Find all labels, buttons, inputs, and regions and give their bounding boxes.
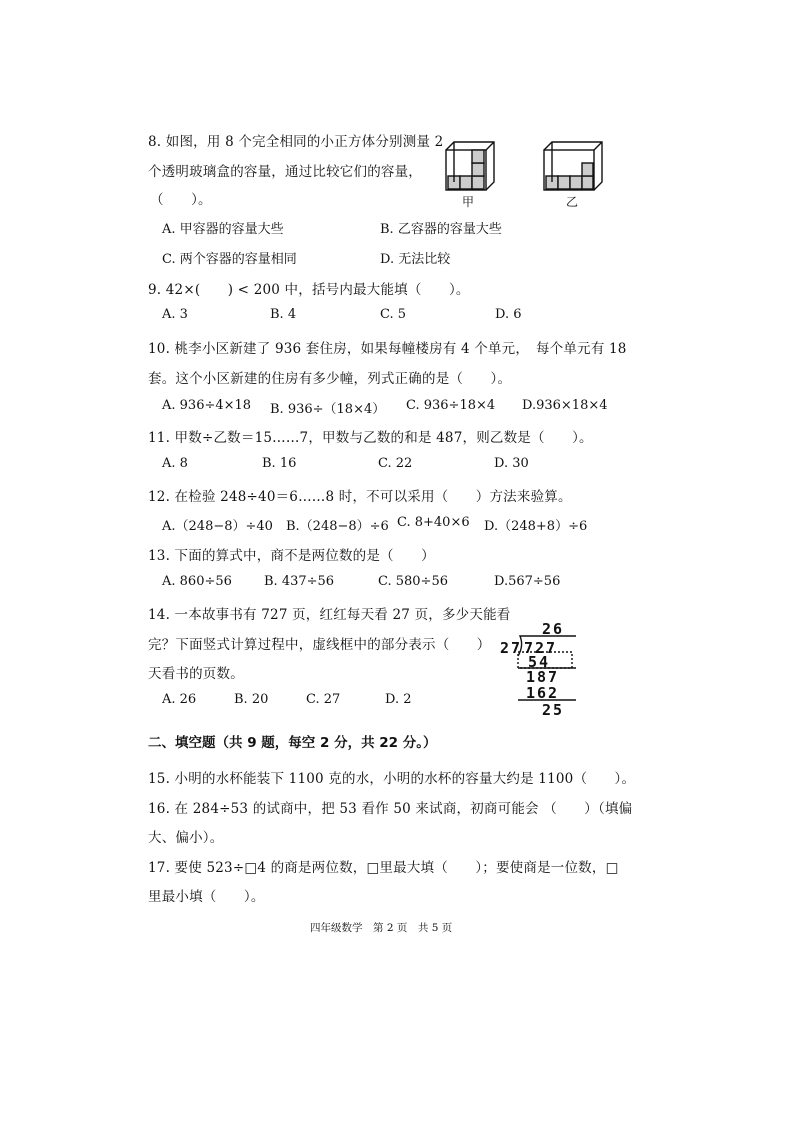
q13-option-a: A. 860÷56 (162, 574, 232, 589)
q13-option-b: B. 437÷56 (264, 574, 335, 589)
q9-option-d: D. 6 (495, 307, 522, 322)
q15-line1: 15. 小明的水杯能装下 1100 克的水，小明的水杯的容量大约是 1100（ ）。 (148, 771, 636, 787)
division-quotient: 26 (542, 620, 565, 638)
q12-option-d: D.（248+8）÷6 (484, 519, 588, 534)
q10-line1: 10. 桃李小区新建了 936 套住房，如果每幢楼房有 4 个单元， 每个单元有 18 (148, 341, 627, 357)
q14-option-c: C. 27 (306, 692, 341, 707)
division-remainder: 25 (542, 701, 565, 719)
q11-line1: 11. 甲数÷乙数＝15……7，甲数与乙数的和是 487，则乙数是（ ）。 (148, 430, 593, 446)
q16-line2: 大、偏小）。 (148, 830, 224, 846)
container-b-label: 乙 (566, 195, 579, 209)
division-step2: 187 (526, 668, 560, 686)
division-step1: 54 (528, 653, 551, 671)
q13-option-d: D.567÷56 (494, 574, 561, 589)
q10-option-a: A. 936÷4×18 (162, 398, 252, 413)
long-division-lines (498, 618, 588, 722)
q12-line1: 12. 在检验 248÷40＝6……8 时，不可以采用（ ）方法来验算。 (148, 489, 572, 505)
q11-option-a: A. 8 (162, 456, 188, 471)
q10-option-b: B. 936÷（18×4） (270, 402, 386, 417)
q9-option-b: B. 4 (270, 307, 297, 322)
q16-line1: 16. 在 284÷53 的试商中，把 53 看作 50 来试商，初商可能会 （ ）（填偏 (148, 801, 633, 817)
section2-title: 二、填空题（共 9 题，每空 2 分，共 22 分。） (148, 735, 437, 751)
q11-option-d: D. 30 (494, 456, 529, 471)
q13-line1: 13. 下面的算式中，商不是两位数的是（ ） (148, 548, 435, 564)
division-dividend: 727 (524, 639, 558, 657)
q9-line1: 9. 42×( ) < 200 中，括号内最大能填（ ）。 (148, 282, 470, 298)
q14-line2: 完？下面竖式计算过程中，虚线框中的部分表示（ ） (148, 637, 491, 653)
division-step3: 162 (526, 684, 560, 702)
q17-line1: 17. 要使 523÷□4 的商是两位数，□里最大填（ ）；要使商是一位数，□ (148, 860, 619, 876)
q11-option-c: C. 22 (378, 456, 413, 471)
q10-line2: 套。这个小区新建的住房有多少幢，列式正确的是（ ）。 (148, 371, 512, 387)
q8-option-d: D. 无法比较 (380, 252, 451, 267)
q8-option-c: C. 两个容器的容量相同 (162, 252, 297, 267)
q14-option-b: B. 20 (234, 692, 269, 707)
q8-line2: 个透明玻璃盒的容量，通过比较它们的容量， (148, 164, 422, 180)
q14-line1: 14. 一本故事书有 727 页，红红每天看 27 页，多少天能看 (148, 607, 511, 623)
division-divisor: 27 (500, 639, 523, 657)
q10-option-d: D.936×18×4 (522, 398, 608, 413)
q10-option-c: C. 936÷18×4 (406, 398, 496, 413)
container-b-figure (540, 138, 606, 194)
q14-option-a: A. 26 (162, 692, 197, 707)
q8-line3: （ ）。 (150, 192, 212, 208)
q12-option-b: B.（248−8）÷6 (286, 519, 389, 534)
q8-line1: 8. 如图，用 8 个完全相同的小正方体分别测量 2 (148, 134, 444, 150)
q17-line2: 里最小填（ ）。 (148, 889, 265, 905)
q9-option-c: C. 5 (380, 307, 407, 322)
container-a-figure (442, 138, 498, 194)
page-footer: 四年级数学 第 2 页 共 5 页 (310, 922, 453, 934)
q13-option-c: C. 580÷56 (378, 574, 448, 589)
q11-option-b: B. 16 (262, 456, 297, 471)
q12-option-a: A.（248−8）÷40 (162, 519, 273, 534)
q8-option-a: A. 甲容器的容量大些 (162, 222, 284, 237)
q14-option-d: D. 2 (385, 692, 412, 707)
q9-option-a: A. 3 (162, 307, 188, 322)
q8-option-b: B. 乙容器的容量大些 (380, 222, 502, 237)
q12-option-c: C. 8+40×6 (397, 515, 470, 530)
q14-line3: 天看书的页数。 (148, 666, 244, 682)
container-a-label: 甲 (462, 195, 475, 209)
